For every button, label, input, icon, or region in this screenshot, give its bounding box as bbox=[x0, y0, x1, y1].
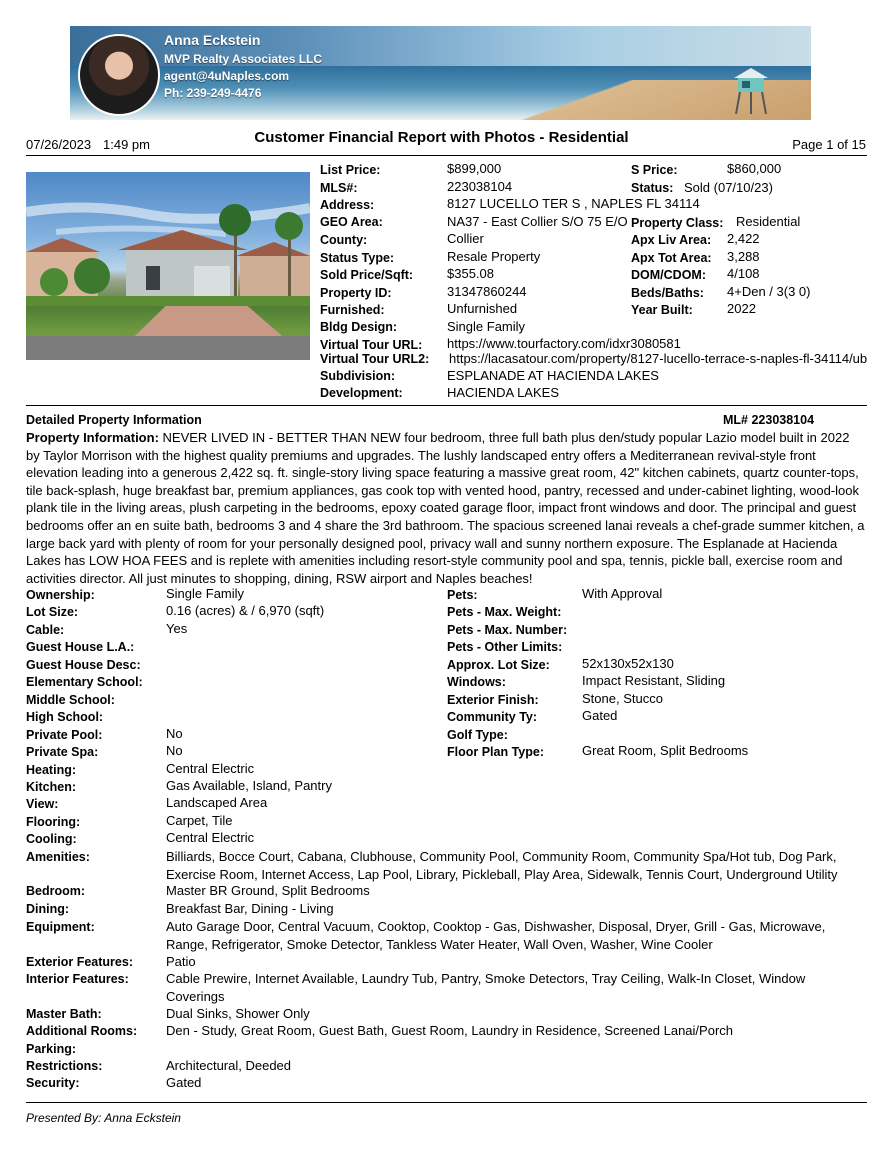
listing-label: Virtual Tour URL: bbox=[320, 338, 423, 352]
feature-label: Middle School: bbox=[26, 693, 115, 707]
feature-label: View: bbox=[26, 797, 59, 811]
listing-value: Sold (07/10/23) bbox=[684, 180, 773, 195]
feature-value: Architectural, Deeded bbox=[166, 1058, 292, 1073]
listing-value: $355.08 bbox=[447, 266, 494, 281]
feature-value: Central Electric bbox=[166, 830, 255, 845]
feature-label: Approx. Lot Size: bbox=[447, 658, 550, 672]
header-divider bbox=[26, 155, 867, 156]
report-date: 07/26/2023 bbox=[26, 137, 92, 152]
feature-label: Security: bbox=[26, 1076, 80, 1090]
feature-value: Gas Available, Island, Pantry bbox=[166, 778, 332, 793]
feature-label: Additional Rooms: bbox=[26, 1024, 138, 1038]
feature-label: Interior Features: bbox=[26, 972, 129, 986]
lifeguard-tower-icon bbox=[730, 64, 772, 114]
feature-value: Cable Prewire, Internet Available, Laundry Tub, Pantry, Smoke Detectors, Tray Ceiling, Walk-In Closet, Window Coverings bbox=[166, 971, 806, 1004]
listing-value: Collier bbox=[447, 231, 484, 246]
listing-label: MLS#: bbox=[320, 181, 358, 195]
feature-value: Impact Resistant, Sliding bbox=[582, 673, 726, 688]
listing-label: List Price: bbox=[320, 163, 381, 177]
listing-label: Address: bbox=[320, 198, 375, 212]
listing-label: DOM/CDOM: bbox=[631, 268, 706, 282]
agent-email[interactable]: agent@4uNaples.com bbox=[164, 69, 290, 83]
listing-label: Year Built: bbox=[631, 303, 693, 317]
agent-phone: Ph: 239-249-4476 bbox=[164, 86, 262, 100]
listing-value: Unfurnished bbox=[447, 301, 518, 316]
feature-value: 0.16 (acres) & / 6,970 (sqft) bbox=[166, 603, 325, 618]
agent-avatar bbox=[78, 34, 160, 116]
listing-label: Status: bbox=[631, 181, 674, 195]
feature-label: Pets - Max. Weight: bbox=[447, 605, 562, 619]
feature-value: Breakfast Bar, Dining - Living bbox=[166, 901, 334, 916]
feature-value: Stone, Stucco bbox=[582, 691, 663, 706]
feature-label: Ownership: bbox=[26, 588, 95, 602]
feature-value: No bbox=[166, 743, 183, 758]
property-info-text: NEVER LIVED IN - BETTER THAN NEW four bedroom, three full bath plus den/study popular Lazio model built in 2022 by Taylor Morrison with the highest quality premiums and upgrades. The lushly landscaped entry offers a Mediterranean revival-style front elevation leading into a generous 2,422 sq. ft. single-story living space featuring a massive great room, 42" kitchen cabinets, quartz counter-tops, tile back-splash, huge breakfast bar, premium appliances, gas cook top with vented hood, pantry, recessed and under-cabinet lighting, wood-look plank tile in the living areas, plush carpeting in the bedrooms, epoxy coated garage floor, impact front windows and door. The principal and guest bedrooms offer an en suite bath, bedrooms 3 and 4 share the 3rd bathroom. The spacious screened lanai reveals a chef-grade summer kitchen, a large back yard with plenty of room for your personally designed pool, privacy wall and sunny northern exposure. The Esplanade at Hacienda Lakes has LOW HOA FEES and is replete with amenities including resort-style community pool and spa, tennis, pickle ball, exercise room and activities director. All just minutes to shopping, dining, RSW airport and Naples beaches! bbox=[26, 430, 865, 586]
listing-label: Furnished: bbox=[320, 303, 385, 317]
listing-label: Status Type: bbox=[320, 251, 395, 265]
report-title: Customer Financial Report with Photos - Residential bbox=[254, 129, 629, 146]
feature-label: Pets: bbox=[447, 588, 478, 602]
property-description bbox=[26, 429, 866, 587]
listing-value: 2022 bbox=[727, 301, 756, 316]
listing-label: Sold Price/Sqft: bbox=[320, 268, 414, 282]
presented-by: Presented By: Anna Eckstein bbox=[26, 1111, 181, 1125]
listing-label: GEO Area: bbox=[320, 215, 383, 229]
listing-label: Bldg Design: bbox=[320, 320, 398, 334]
feature-label: Pets - Other Limits: bbox=[447, 640, 563, 654]
feature-value: Dual Sinks, Shower Only bbox=[166, 1006, 310, 1021]
listing-value: $899,000 bbox=[447, 161, 502, 176]
feature-value: Patio bbox=[166, 954, 196, 969]
footer-divider bbox=[26, 1102, 867, 1103]
feature-value: Master BR Ground, Split Bedrooms bbox=[166, 883, 370, 898]
feature-label: High School: bbox=[26, 710, 104, 724]
listing-divider bbox=[26, 405, 867, 406]
feature-label: Floor Plan Type: bbox=[447, 745, 544, 759]
listing-value[interactable]: https://lacasatour.com/property/8127-lucello-terrace-s-naples-fl-34114/ub bbox=[449, 351, 867, 366]
feature-label: Cable: bbox=[26, 623, 65, 637]
listing-value: 4/108 bbox=[727, 266, 760, 281]
listing-label: Apx Tot Area: bbox=[631, 251, 712, 265]
listing-value: $860,000 bbox=[727, 161, 782, 176]
feature-value: With Approval bbox=[582, 586, 663, 601]
feature-value: Great Room, Split Bedrooms bbox=[582, 743, 749, 758]
feature-value: Yes bbox=[166, 621, 188, 636]
ml-number: ML# 223038104 bbox=[723, 413, 815, 427]
feature-value: No bbox=[166, 726, 183, 741]
feature-label: Guest House Desc: bbox=[26, 658, 141, 672]
feature-label: Private Spa: bbox=[26, 745, 99, 759]
feature-value: 52x130x52x130 bbox=[582, 656, 674, 671]
listing-label: County: bbox=[320, 233, 368, 247]
feature-label: Community Ty: bbox=[447, 710, 538, 724]
agent-name: Anna Eckstein bbox=[164, 32, 261, 48]
feature-label: Parking: bbox=[26, 1042, 77, 1056]
feature-label: Bedroom: bbox=[26, 884, 86, 898]
feature-label: Cooling: bbox=[26, 832, 77, 846]
listing-value: 223038104 bbox=[447, 179, 513, 194]
feature-label: Restrictions: bbox=[26, 1059, 103, 1073]
feature-label: Elementary School: bbox=[26, 675, 143, 689]
listing-value: NA37 - East Collier S/O 75 E/O bbox=[447, 214, 628, 229]
property-photo bbox=[26, 172, 310, 360]
feature-value: Central Electric bbox=[166, 761, 255, 776]
feature-label: Exterior Finish: bbox=[447, 693, 539, 707]
listing-value: Residential bbox=[736, 214, 801, 229]
listing-value: 2,422 bbox=[727, 231, 760, 246]
listing-value[interactable]: https://www.tourfactory.com/idxr3080581 bbox=[447, 336, 681, 351]
feature-value: Den - Study, Great Room, Guest Bath, Guest Room, Laundry in Residence, Screened Lanai/Porch bbox=[166, 1023, 733, 1038]
listing-label: Apx Liv Area: bbox=[631, 233, 712, 247]
listing-value: ESPLANADE AT HACIENDA LAKES bbox=[447, 368, 659, 383]
feature-label: Windows: bbox=[447, 675, 506, 689]
listing-value: 31347860244 bbox=[447, 284, 527, 299]
feature-label: Pets - Max. Number: bbox=[447, 623, 568, 637]
listing-value: 4+Den / 3(3 0) bbox=[727, 284, 811, 299]
listing-label: Development: bbox=[320, 386, 403, 400]
page-number: Page 1 of 15 bbox=[792, 137, 866, 152]
listing-label: S Price: bbox=[631, 163, 678, 177]
feature-label: Amenities: bbox=[26, 850, 90, 864]
feature-label: Lot Size: bbox=[26, 605, 79, 619]
feature-label: Kitchen: bbox=[26, 780, 76, 794]
feature-label: Equipment: bbox=[26, 920, 95, 934]
feature-label: Heating: bbox=[26, 763, 76, 777]
feature-value: Single Family bbox=[166, 586, 245, 601]
listing-value: HACIENDA LAKES bbox=[447, 385, 559, 400]
feature-value: Carpet, Tile bbox=[166, 813, 233, 828]
feature-label: Exterior Features: bbox=[26, 955, 133, 969]
feature-value: Gated bbox=[582, 708, 618, 723]
listing-value: Single Family bbox=[447, 319, 526, 334]
feature-label: Private Pool: bbox=[26, 728, 103, 742]
listing-label: Property Class: bbox=[631, 216, 724, 230]
listing-value: Resale Property bbox=[447, 249, 541, 264]
report-time: 1:49 pm bbox=[103, 137, 150, 152]
listing-label: Property ID: bbox=[320, 286, 392, 300]
feature-value: Gated bbox=[166, 1075, 202, 1090]
agent-banner bbox=[70, 26, 811, 120]
agent-company: MVP Realty Associates LLC bbox=[164, 52, 323, 66]
property-info-label: Property Information: bbox=[26, 430, 159, 445]
feature-value: Billiards, Bocce Court, Cabana, Clubhouse, Community Pool, Community Room, Community Spa/Hot tub, Dog Park, Exercise Room, Internet Access, Lap Pool, Library, Pickleball, Play Area, Sidewalk, Tennis Court, Underground Utility bbox=[166, 849, 838, 882]
listing-value: 8127 LUCELLO TER S , NAPLES FL 34114 bbox=[447, 196, 700, 211]
feature-value: Auto Garage Door, Central Vacuum, Cooktop, Cooktop - Gas, Dishwasher, Disposal, Dryer, Grill - Gas, Microwave, Range, Refrigerator, Smoke Detector, Tankless Water Heater, Wall Oven, Washer, Wine Cooler bbox=[166, 919, 826, 952]
listing-label: Subdivision: bbox=[320, 369, 395, 383]
feature-label: Guest House L.A.: bbox=[26, 640, 135, 654]
listing-value: 3,288 bbox=[727, 249, 760, 264]
detail-heading: Detailed Property Information bbox=[26, 413, 202, 427]
listing-label: Virtual Tour URL2: bbox=[320, 352, 430, 366]
feature-value: Landscaped Area bbox=[166, 795, 268, 810]
listing-label: Beds/Baths: bbox=[631, 286, 704, 300]
feature-label: Flooring: bbox=[26, 815, 81, 829]
feature-label: Master Bath: bbox=[26, 1007, 102, 1021]
feature-label: Dining: bbox=[26, 902, 70, 916]
feature-label: Golf Type: bbox=[447, 728, 508, 742]
